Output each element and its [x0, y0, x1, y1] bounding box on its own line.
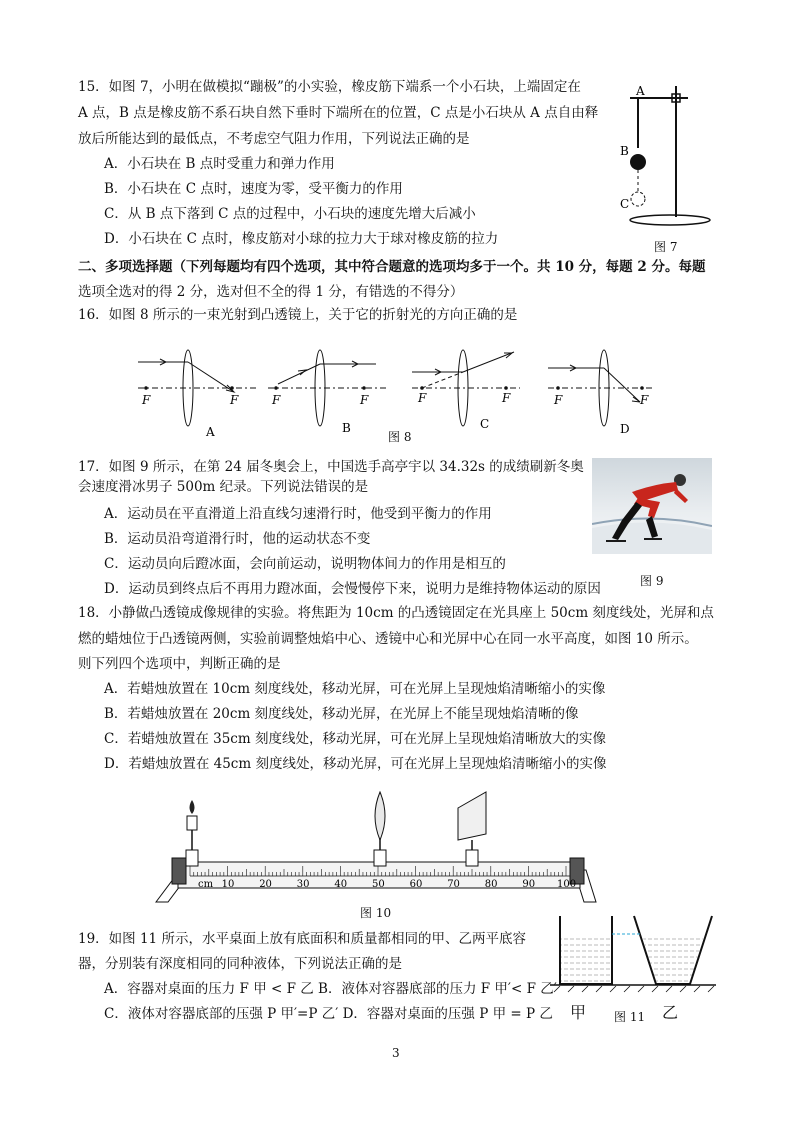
figure-7-caption: 图 7 — [654, 240, 678, 254]
q15-line3: 放后所能达到的最低点，不考虑空气阻力作用，下列说法正确的是 — [78, 131, 470, 147]
figure-9-caption: 图 9 — [640, 574, 664, 588]
q15-line1: 15．如图 7，小明在做模拟“蹦极”的小实验，橡皮筋下端系一个小石块，上端固定在 — [78, 79, 581, 95]
q15-line2: A 点，B 点是橡皮筋不系石块自然下垂时下端所在的位置，C 点是小石块从 A 点自由释 — [78, 105, 599, 121]
speed-skater-photo — [592, 458, 712, 554]
svg-text:F: F — [142, 393, 151, 407]
figure-7-bungee-diagram — [612, 82, 716, 240]
lens-icon — [375, 792, 385, 840]
q19-options-cd: C．液体对容器底部的压强 P 甲′=P 乙′ D．容器对桌面的压强 P 甲 = P 乙 — [104, 1006, 553, 1022]
tick-label-10: 10 — [221, 879, 235, 890]
svg-text:F: F — [360, 393, 369, 407]
tick-label-60: 60 — [409, 879, 423, 890]
q16-question: 16．如图 8 所示的一束光射到凸透镜上，关于它的折射光的方向正确的是 — [78, 307, 518, 323]
svg-text:F: F — [272, 393, 281, 407]
q15-option-d: D．小石块在 C 点时，橡皮筋对小球的拉力大于球对橡皮筋的拉力 — [104, 231, 499, 247]
q15-option-b: B．小石块在 C 点时，速度为零，受平衡力的作用 — [104, 181, 403, 197]
section2-heading: 二、多项选择题（下列每题均有四个选项，其中符合题意的选项均多于一个。共 10 分，每题 2 分。每题 — [78, 259, 706, 275]
label-jia: 甲 — [570, 1003, 587, 1022]
figure-10-caption: 图 10 — [360, 906, 392, 920]
label-a: A — [636, 84, 645, 98]
q15-option-a: A．小石块在 B 点时受重力和弹力作用 — [104, 156, 335, 172]
tick-label-20: 20 — [259, 879, 272, 890]
svg-text:F: F — [230, 393, 239, 407]
page-number: 3 — [392, 1046, 400, 1060]
figure-11-caption: 图 11 — [614, 1010, 646, 1024]
figure-10-optical-bench — [150, 790, 600, 906]
tick-label-30: 30 — [296, 879, 310, 890]
svg-text:F: F — [418, 391, 427, 405]
q18-option-c: C．若蜡烛放置在 35cm 刻度线处，移动光屏，可在光屏上呈现烛焰清晰放大的实像 — [104, 731, 606, 747]
q18-line3: 则下列四个选项中，判断正确的是 — [78, 656, 281, 672]
q18-option-a: A．若蜡烛放置在 10cm 刻度线处，移动光屏，可在光屏上呈现烛焰清晰缩小的实像 — [104, 681, 606, 697]
q17-line1: 17．如图 9 所示，在第 24 届冬奥会上，中国选手高亭宇以 34.32s 的成绩刷新冬奥 — [78, 459, 584, 475]
svg-text:cm: cm — [198, 879, 214, 890]
label-b: B — [620, 144, 629, 158]
q18-option-d: D．若蜡烛放置在 45cm 刻度线处，移动光屏，可在光屏上呈现烛焰清晰缩小的实像 — [104, 756, 607, 772]
section2-rules: 选项全选对的得 2 分，选对但不全的得 1 分，有错选的不得分） — [78, 284, 464, 300]
label-c: C — [620, 197, 630, 211]
figure-8-caption: 图 8 — [388, 430, 412, 444]
q18-line1: 18．小静做凸透镜成像规律的实验。将焦距为 10cm 的凸透镜固定在光具座上 50cm 刻度线处，光屏和点 — [78, 605, 714, 621]
q17-line2: 会速度滑冰男子 500m 纪录。下列说法错误的是 — [78, 479, 369, 495]
tick-label-50: 50 — [372, 879, 385, 890]
q18-line2: 燃的蜡烛位于凸透镜两侧，实验前调整烛焰中心、透镜中心和光屏中心在同一水平高度，如图 10 所示。 — [78, 631, 698, 647]
lens-label-d: D — [620, 422, 630, 436]
q19-options-ab: A．容器对桌面的压力 F 甲 < F 乙 B．液体对容器底部的压力 F 甲′< F 乙′ — [104, 981, 557, 997]
q15-option-c: C．从 B 点下落到 C 点的过程中，小石块的速度先增大后减小 — [104, 206, 476, 222]
tick-label-70: 70 — [447, 879, 460, 890]
svg-text:F: F — [640, 393, 649, 407]
lens-label-c: C — [480, 417, 490, 431]
q17-option-c: C．运动员向后蹬冰面，会向前运动，说明物体间力的作用是相互的 — [104, 556, 506, 572]
q17-option-d: D．运动员到终点后不再用力蹬冰面，会慢慢停下来，说明力是维持物体运动的原因 — [104, 581, 601, 597]
tick-label-80: 80 — [484, 879, 498, 890]
q17-option-a: A．运动员在平直滑道上沿直线匀速滑行时，他受到平衡力的作用 — [104, 506, 492, 522]
q17-option-b: B．运动员沿弯道滑行时，他的运动状态不变 — [104, 531, 371, 547]
lens-label-b: B — [342, 421, 351, 435]
svg-text:F: F — [502, 391, 511, 405]
tick-label-90: 90 — [522, 879, 536, 890]
screen-icon — [458, 792, 486, 840]
q18-option-b: B．若蜡烛放置在 20cm 刻度线处，移动光屏，在光屏上不能呈现烛焰清晰的像 — [104, 706, 579, 722]
label-yi: 乙 — [662, 1003, 679, 1022]
q19-line2: 器，分别装有深度相同的同种液体，下列说法正确的是 — [78, 956, 402, 972]
stone-icon — [630, 154, 646, 170]
lens-label-a: A — [206, 425, 215, 439]
q19-line1: 19．如图 11 所示，水平桌面上放有底面积和质量都相同的甲、乙两平底容 — [78, 931, 526, 947]
figure-8-lens-diagrams — [130, 340, 670, 440]
tick-label-100: 100 — [557, 879, 577, 890]
tick-label-40: 40 — [334, 879, 348, 890]
svg-text:F: F — [554, 393, 563, 407]
flame-icon — [190, 800, 195, 814]
figure-11-containers — [548, 912, 718, 996]
